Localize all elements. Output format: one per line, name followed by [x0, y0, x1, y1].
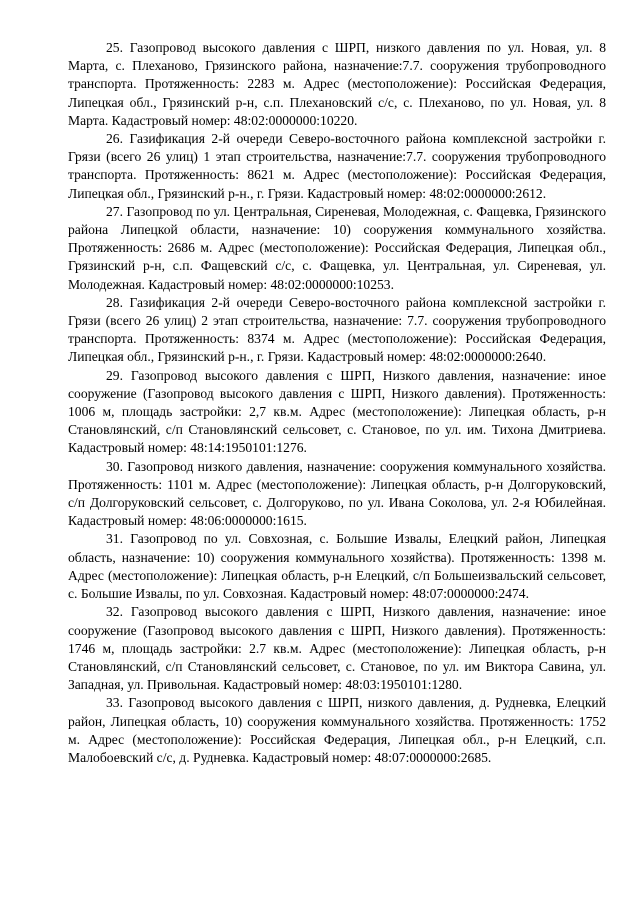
- document-body: [68, 39, 606, 767]
- list-item-29: 29. Газопровод высокого давления с ШРП, Низкого давления, назначение: иное сооружение (Газопровод высокого давления с ШРП, Низкого давления). Протяженность: 1006 м, площадь застройки: 2,7 кв.м. Адрес (местоположение): Липецкая область, р-н Становлянский, с/п Становлянский сельсовет, с. Становое, по ул. им. Тихона Дмитриева. Кадастровый номер: 48:14:1950101:1276.: [68, 367, 606, 456]
- list-item-30: 30. Газопровод низкого давления, назначение: сооружения коммунального хозяйства. Протяженность: 1101 м. Адрес (местоположение): Липецкая область, р-н Долгоруковский, с/п Долгоруковский сельсовет, с. Долгоруково, по ул. Ивана Соколова, ул. 2-я Юбилейная. Кадастровый номер: 48:06:0000000:1615.: [68, 458, 606, 529]
- list-item-26: 26. Газификация 2-й очереди Северо-восточного района комплексной застройки г. Грязи (всего 26 улиц) 1 этап строительства, назначение:7.7. сооружения трубопроводного транспорта. Протяженность: 8621 м. Адрес (местоположение): Российская Федерация, Липецкая обл., Грязинский р-н., г. Грязи. Кадастровый номер: 48:02:0000000:2612.: [68, 131, 606, 201]
- list-item-33: 33. Газопровод высокого давления с ШРП, низкого давления, д. Рудневка, Елецкий район, Липецкая область, 10) сооружения коммунального хозяйства. Протяженность: 1752 м. Адрес (местоположение): Российская Федерация, Липецкая обл., р-н Елецкий, с.п. Малобоевский с/с, д. Рудневка. Кадастровый номер: 48:07:0000000:2685.: [68, 695, 606, 765]
- list-item-28: 28. Газификация 2-й очереди Северо-восточного района комплексной застройки г. Грязи (всего 26 улиц) 2 этап строительства, назначение: 7.7. сооружения трубопроводного транспорта. Протяженность: 8374 м. Адрес (местоположение): Российская Федерация, Липецкая обл., Грязинский р-н., г. Грязи. Кадастровый номер: 48:02:0000000:2640.: [68, 294, 606, 365]
- list-item-27: 27. Газопровод по ул. Центральная, Сиреневая, Молодежная, с. Фащевка, Грязинского района Липецкой области, назначение: 10) сооружения коммунального хозяйства. Протяженность: 2686 м. Адрес (местоположение): Российская Федерация, Липецкая обл., Грязинский р-н, с.п. Фащевский с/с, с. Фащевка, ул. Центральная, ул. Сиреневая, ул. Молодежная. Кадастровый номер: 48:02:0000000:10253.: [68, 203, 606, 292]
- list-item-32: 32. Газопровод высокого давления с ШРП, Низкого давления, назначение: иное сооружение (Газопровод высокого давления с ШРП, Низкого давления). Протяженность: 1746 м, площадь застройки: 2.7 кв.м. Адрес (местоположение): Липецкая область, р-н Становлянский, с/п Становлянский сельсовет, с. Становое, по ул. им Виктора Савина, ул. Западная, ул. Привольная. Кадастровый номер: 48:03:1950101:1280.: [68, 604, 606, 693]
- list-item-31: 31. Газопровод по ул. Совхозная, с. Большие Извалы, Елецкий район, Липецкая область, назначение: 10) сооружения коммунального хозяйства). Протяженность: 1398 м. Адрес (местоположение): Липецкая область, р-н Елецкий, с/п Большеизвальский сельсовет, с. Большие Извалы, по ул. Совхозная. Кадастровый номер: 48:07:0000000:2474.: [68, 531, 606, 602]
- list-item-25: 25. Газопровод высокого давления с ШРП, низкого давления по ул. Новая, ул. 8 Марта, с. Плеханово, Грязинского района, назначение:7.7. сооружения трубопроводного транспорта. Протяженность: 2283 м. Адрес (местоположение): Российская Федерация, Липецкая обл., Грязинский р-н, с.п. Плехановский с/с, с. Плеханово, по ул. Новая, ул. 8 Марта. Кадастровый номер: 48:02:0000000:10220.: [68, 40, 606, 128]
